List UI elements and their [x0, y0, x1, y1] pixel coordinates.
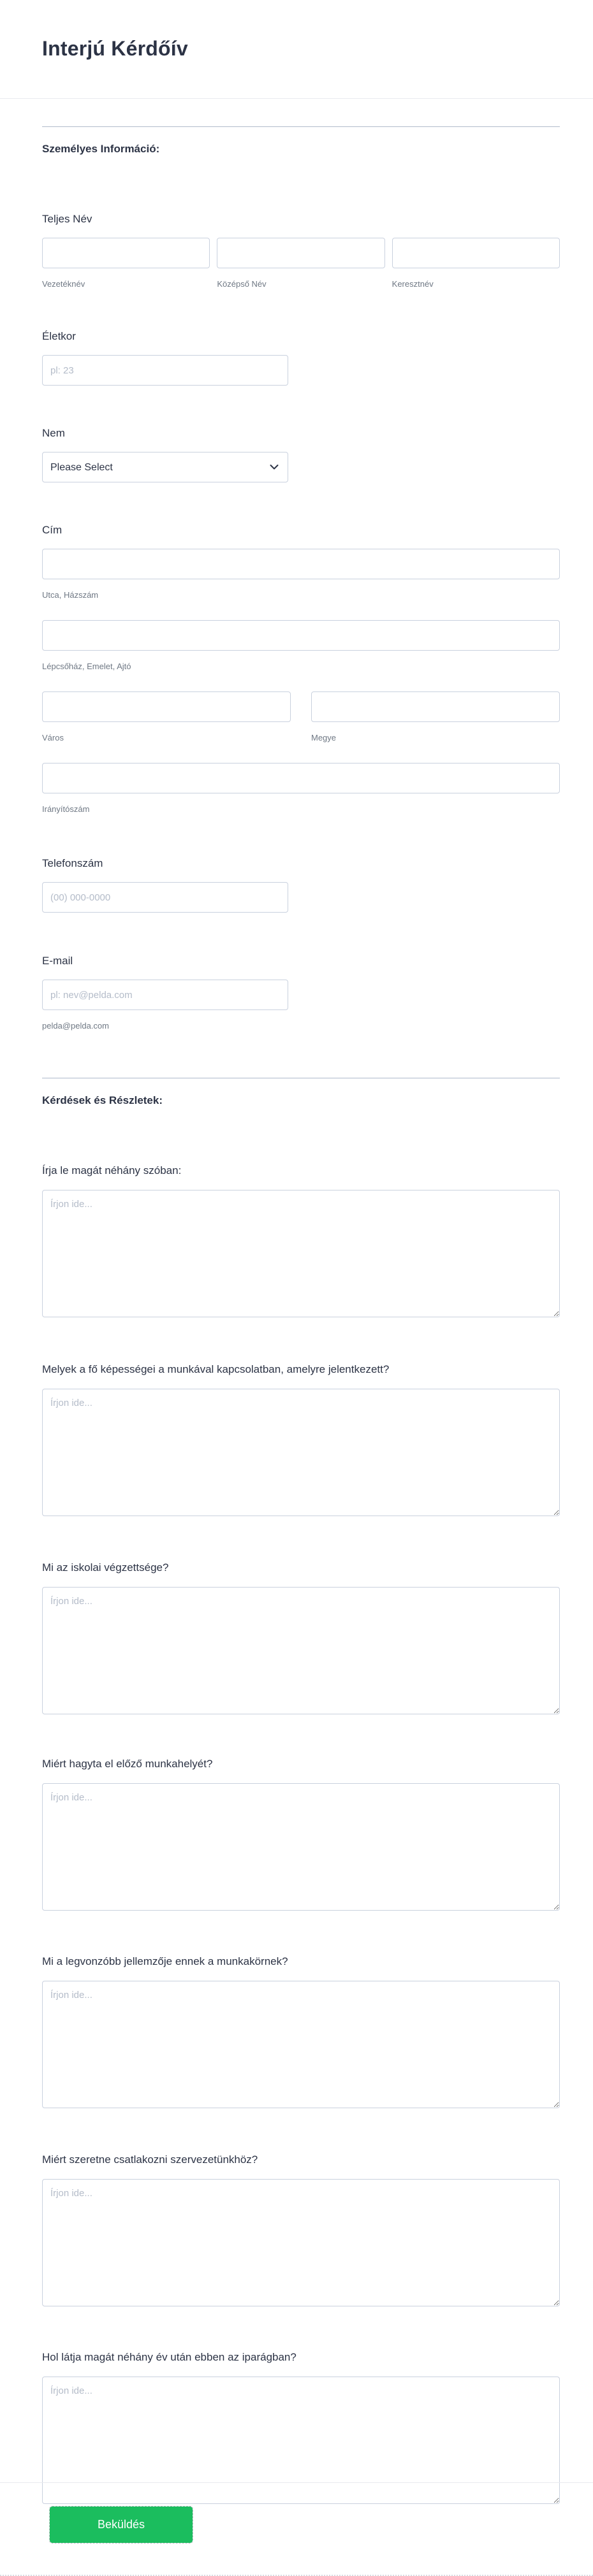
- last-name-input[interactable]: [392, 238, 560, 268]
- page-title: Interjú Kérdőív: [42, 37, 188, 60]
- city-column: [42, 691, 291, 742]
- question-textarea-3[interactable]: [42, 1587, 560, 1714]
- question-field-4: [42, 1758, 560, 1914]
- full-name-inputs-row: [42, 238, 560, 289]
- age-label: Életkor: [42, 330, 76, 342]
- address-line2-sublabel: Lépcsőház, Emelet, Ajtó: [42, 662, 131, 671]
- postal-code-input[interactable]: [42, 763, 560, 793]
- middle-name-sublabel: Középső Név: [217, 279, 267, 289]
- gender-field: [42, 428, 560, 482]
- full-name-field: [42, 213, 560, 289]
- question-textarea-5[interactable]: [42, 1981, 560, 2108]
- question-label-5: Mi a legvonzóbb jellemzője ennek a munkakörnek?: [42, 1955, 288, 1967]
- last-name-sublabel: Keresztnév: [392, 279, 434, 289]
- age-input[interactable]: [42, 355, 288, 386]
- phone-field: [42, 858, 560, 913]
- question-textarea-4[interactable]: [42, 1783, 560, 1911]
- form-content: [0, 126, 593, 2507]
- street-sublabel: Utca, Házszám: [42, 590, 99, 600]
- question-label-7: Hol látja magát néhány év után ebben az iparágban?: [42, 2351, 296, 2363]
- city-sublabel: Város: [42, 733, 64, 742]
- first-name-column: [42, 238, 210, 289]
- question-textarea-1[interactable]: [42, 1190, 560, 1317]
- question-label-4: Miért hagyta el előző munkahelyét?: [42, 1758, 213, 1770]
- question-field-1: [42, 1165, 560, 1321]
- city-state-row: [42, 691, 560, 742]
- email-input[interactable]: [42, 980, 288, 1010]
- state-input[interactable]: [311, 691, 560, 722]
- question-label-1: Írja le magát néhány szóban:: [42, 1164, 182, 1176]
- address-line2-input[interactable]: [42, 620, 560, 651]
- address-field: [42, 525, 560, 814]
- state-column: [311, 691, 560, 742]
- submit-button[interactable]: Beküldés: [50, 2507, 193, 2543]
- question-textarea-6[interactable]: [42, 2179, 560, 2306]
- header-divider: [0, 98, 593, 99]
- middle-name-column: [217, 238, 384, 289]
- section-divider: [42, 126, 560, 127]
- first-name-input[interactable]: [42, 238, 210, 268]
- postal-row: [42, 763, 560, 814]
- question-field-5: [42, 1956, 560, 2111]
- state-sublabel: Megye: [311, 733, 337, 742]
- question-label-6: Miért szeretne csatlakozni szervezetünkhöz?: [42, 2153, 258, 2166]
- question-textarea-7[interactable]: [42, 2377, 560, 2504]
- question-label-2: Melyek a fő képességei a munkával kapcsolatban, amelyre jelentkezett?: [42, 1363, 390, 1375]
- question-textarea-2[interactable]: [42, 1389, 560, 1516]
- phone-label: Telefonszám: [42, 857, 103, 869]
- form-header: [0, 0, 593, 61]
- street-input[interactable]: [42, 549, 560, 579]
- question-field-6: [42, 2154, 560, 2310]
- city-input[interactable]: [42, 691, 291, 722]
- full-name-label: Teljes Név: [42, 213, 92, 225]
- address-line2-row: [42, 620, 560, 671]
- footer-divider: [0, 2482, 593, 2483]
- section-divider: [42, 1078, 560, 1079]
- phone-input[interactable]: [42, 882, 288, 913]
- email-field: [42, 955, 560, 1031]
- personal-section-heading: Személyes Információ:: [42, 143, 160, 155]
- address-label: Cím: [42, 524, 62, 536]
- postal-sublabel: Irányítószám: [42, 804, 90, 814]
- email-sublabel: pelda@pelda.com: [42, 1021, 109, 1031]
- middle-name-input[interactable]: [217, 238, 384, 268]
- question-field-2: [42, 1364, 560, 1519]
- gender-select[interactable]: [42, 452, 288, 482]
- email-label: E-mail: [42, 955, 73, 967]
- gender-select-wrap: [42, 452, 288, 482]
- last-name-column: [392, 238, 560, 289]
- street-row: [42, 549, 560, 600]
- age-field: [42, 331, 560, 386]
- gender-label: Nem: [42, 427, 65, 439]
- question-label-3: Mi az iskolai végzettsége?: [42, 1561, 169, 1574]
- question-field-3: [42, 1562, 560, 1718]
- question-field-7: [42, 2352, 560, 2507]
- questions-section-heading: Kérdések és Részletek:: [42, 1094, 163, 1106]
- first-name-sublabel: Vezetéknév: [42, 279, 85, 289]
